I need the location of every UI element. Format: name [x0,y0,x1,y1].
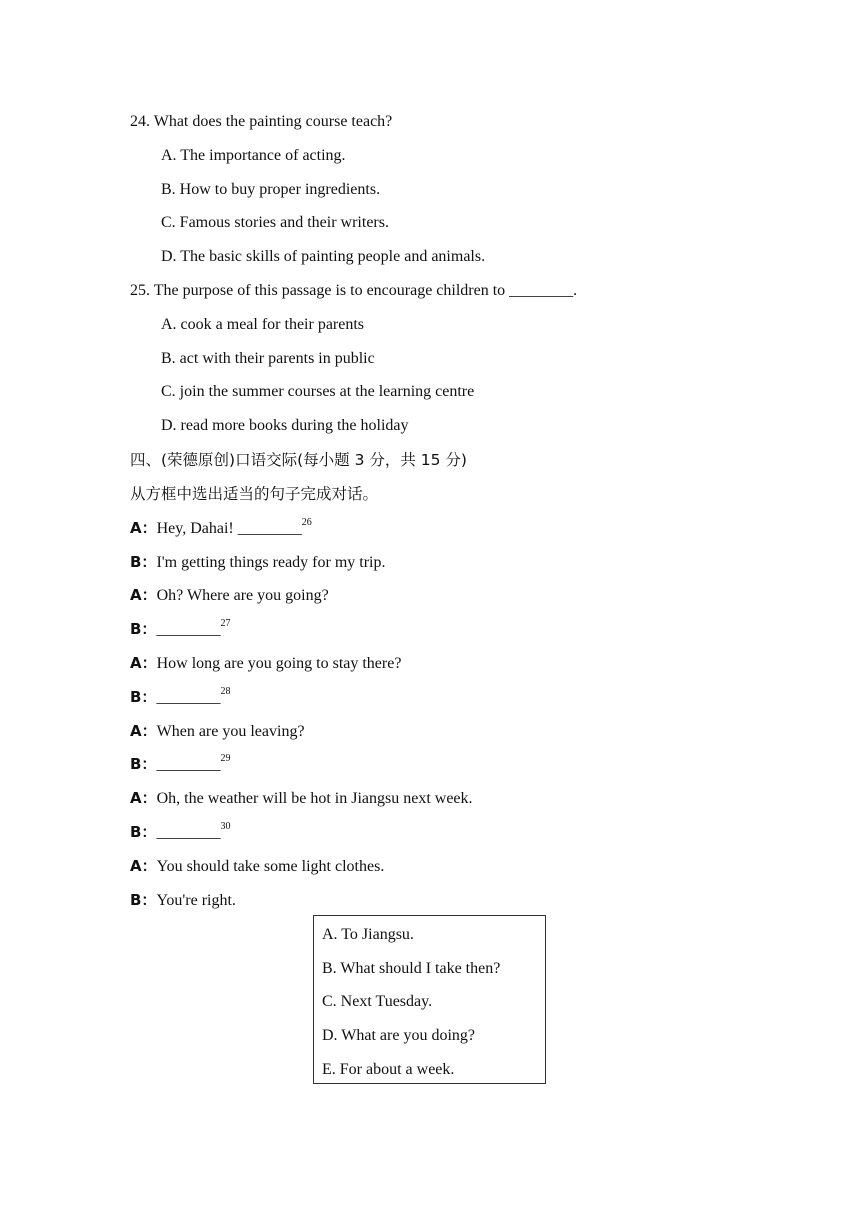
dialogue-text: ________ [156,824,221,841]
q24-option-a: A. The importance of acting. [161,147,346,164]
blank-number: 27 [220,617,231,629]
choice-d: D. What are you doing? [322,1027,475,1044]
choice-b: B. What should I take then? [322,960,501,977]
speaker-label: B： [130,688,157,706]
choice-box [313,915,546,1084]
speaker-label: B： [130,891,157,909]
dialogue-text: ________ [156,756,221,773]
dialogue-text: When are you leaving? [156,723,305,740]
speaker-label: B： [130,553,157,571]
dialogue-line [130,687,230,708]
speaker-label: B： [130,823,157,841]
speaker-label: B： [130,755,157,773]
blank-number: 30 [220,820,231,832]
q24-option-b: B. How to buy proper ingredients. [161,181,381,198]
dialogue-line [130,856,384,877]
speaker-label: A： [130,857,157,875]
section-4-heading: 四、(荣德原创)口语交际(每小题 3 分，共 15 分) [130,451,467,469]
dialogue-line [130,721,305,742]
dialogue-text: How long are you going to stay there? [156,655,402,672]
dialogue-text: ________ [156,689,221,706]
choice-c: C. Next Tuesday. [322,993,433,1010]
dialogue-line [130,822,230,843]
question-25-stem: 25. The purpose of this passage is to encourage children to ________. [130,282,578,299]
dialogue-line [130,619,230,640]
speaker-label: A： [130,722,157,740]
dialogue-text: You're right. [156,892,236,909]
dialogue-line [130,788,473,809]
speaker-label: A： [130,586,157,604]
dialogue-line [130,653,401,674]
question-24-stem: 24. What does the painting course teach? [130,113,393,130]
dialogue-text: Oh? Where are you going? [156,587,329,604]
choice-e: E. For about a week. [322,1061,455,1078]
blank-number: 28 [220,685,231,697]
dialogue-line [130,518,312,539]
q25-option-c: C. join the summer courses at the learning centre [161,383,475,400]
dialogue-text: Hey, Dahai! ________ [156,520,302,537]
speaker-label: A： [130,519,157,537]
dialogue-text: You should take some light clothes. [156,858,385,875]
q24-option-c: C. Famous stories and their writers. [161,214,389,231]
choice-a: A. To Jiangsu. [322,926,414,943]
speaker-label: A： [130,789,157,807]
dialogue-line [130,585,329,606]
dialogue-line [130,890,236,911]
q25-option-d: D. read more books during the holiday [161,417,409,434]
q25-option-b: B. act with their parents in public [161,350,375,367]
q25-option-a: A. cook a meal for their parents [161,316,365,333]
blank-number: 26 [301,516,312,528]
dialogue-text: Oh, the weather will be hot in Jiangsu next week. [156,790,473,807]
q24-option-d: D. The basic skills of painting people and animals. [161,248,486,265]
blank-number: 29 [220,752,231,764]
dialogue-text: I'm getting things ready for my trip. [156,554,386,571]
speaker-label: A： [130,654,157,672]
speaker-label: B： [130,620,157,638]
section-4-instruction: 从方框中选出适当的句子完成对话。 [130,485,379,503]
dialogue-line [130,552,386,573]
dialogue-line [130,754,230,775]
dialogue-text: ________ [156,621,221,638]
